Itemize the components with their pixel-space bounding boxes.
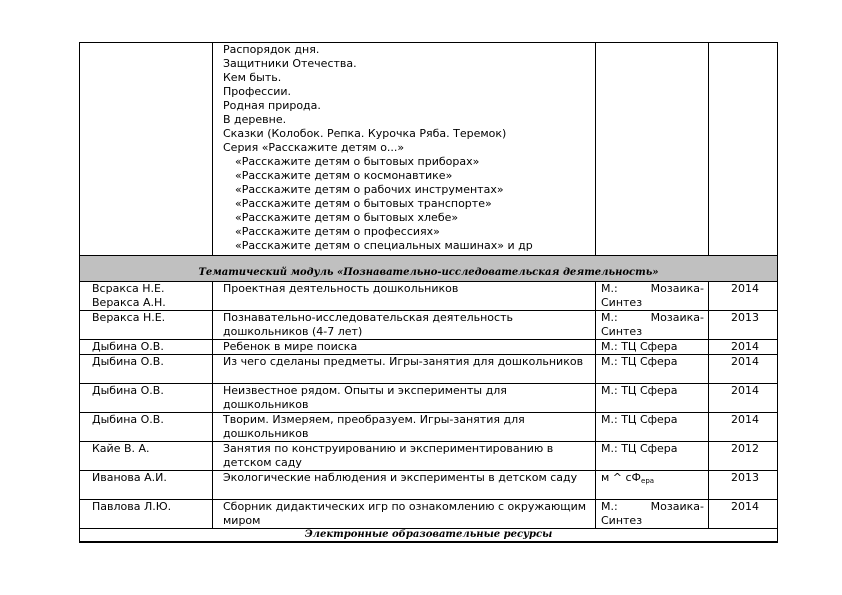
publisher-name-cont: Синтез	[601, 296, 643, 309]
year-cell: 2014	[709, 500, 778, 529]
year-cell: 2014	[709, 384, 778, 413]
year-cell: 2013	[709, 311, 778, 340]
table-row-continuation	[80, 43, 778, 256]
publisher-name: Мозаика-	[650, 282, 704, 295]
publisher-cell: М.: ТЦ Сфера	[596, 413, 709, 442]
table-row	[80, 384, 778, 413]
year-cell: 2014	[709, 355, 778, 384]
list-item: Распорядок дня.	[223, 43, 320, 56]
literature-table-sheet	[79, 42, 777, 543]
section-header-row	[80, 256, 778, 282]
table-row	[80, 355, 778, 384]
author-cell: Иванова А.И.	[80, 471, 213, 500]
series-item: «Расскажите детям о специальных машинах» и др	[235, 239, 533, 252]
publisher-cell: М.: ТЦ Сфера	[596, 384, 709, 413]
literature-table	[79, 42, 778, 543]
series-item: «Расскажите детям о рабочих инструментах»	[235, 183, 504, 196]
title-cell: Экологические наблюдения и эксперименты в детском саду	[213, 471, 596, 500]
author-cell: Веракса Н.Е.	[80, 311, 213, 340]
title-cell: Из чего сделаны предметы. Игры-занятия для дошкольников	[213, 355, 596, 384]
publisher-cell	[596, 43, 709, 256]
year-cell	[709, 43, 778, 256]
list-item: Серия «Расскажите детям о...»	[223, 141, 405, 154]
author-cell: Дыбина О.В.	[80, 355, 213, 384]
author-cell: Дыбина О.В.	[80, 340, 213, 355]
title-cell: Ребенок в мире поиска	[213, 340, 596, 355]
list-item: Кем быть.	[223, 71, 282, 84]
publisher-cell	[596, 471, 709, 500]
series-item: «Расскажите детям о профессиях»	[235, 225, 440, 238]
section-title: Тематический модуль «Познавательно-исследовательская деятельность»	[80, 256, 778, 282]
title-cell	[213, 43, 596, 256]
footer-section-title: Электронные образовательные ресурсы	[80, 529, 778, 543]
publisher-cell: М.: ТЦ Сфера	[596, 442, 709, 471]
publisher-name-cont: Синтез	[601, 325, 643, 338]
list-item: В деревне.	[223, 113, 287, 126]
table-row	[80, 311, 778, 340]
publisher-sub: ера	[641, 477, 655, 485]
publisher-name: Мозаика-	[650, 500, 704, 513]
title-cell: Познавательно-исследовательская деятельность дошкольников (4-7 лет)	[213, 311, 596, 340]
author-cell	[80, 43, 213, 256]
publisher-cell	[596, 311, 709, 340]
author-cell: Дыбина О.В.	[80, 413, 213, 442]
list-item: Родная природа.	[223, 99, 321, 112]
publisher-cell: М.: ТЦ Сфера	[596, 340, 709, 355]
publisher-main: м ^ сФ	[601, 471, 642, 484]
table-row	[80, 282, 778, 311]
series-item: «Расскажите детям о бытовых приборах»	[235, 155, 480, 168]
series-item: «Расскажите детям о бытовых транспорте»	[235, 197, 492, 210]
table-row	[80, 471, 778, 500]
publisher-name-cont: Синтез	[601, 514, 643, 527]
list-item: Сказки (Колобок. Репка. Курочка Ряба. Теремок)	[223, 127, 507, 140]
table-row	[80, 442, 778, 471]
table-row	[80, 340, 778, 355]
publisher-cell	[596, 282, 709, 311]
publisher-cell: М.: ТЦ Сфера	[596, 355, 709, 384]
series-item: «Расскажите детям о бытовых хлебе»	[235, 211, 459, 224]
publisher-city: М.:	[601, 500, 618, 513]
title-cell: Занятия по конструированию и экспериментированию в детском саду	[213, 442, 596, 471]
series-item: «Расскажите детям о космонавтике»	[235, 169, 453, 182]
author-cell: Дыбина О.В.	[80, 384, 213, 413]
publisher-name: Мозаика-	[650, 311, 704, 324]
year-cell: 2013	[709, 471, 778, 500]
publisher-city: М.:	[601, 311, 618, 324]
title-cell: Творим. Измеряем, преобразуем. Игры-занятия для дошкольников	[213, 413, 596, 442]
publisher-city: М.:	[601, 282, 618, 295]
list-item: Профессии.	[223, 85, 292, 98]
author-cell: Кайе В. А.	[80, 442, 213, 471]
list-item: Защитники Отечества.	[223, 57, 357, 70]
title-cell: Проектная деятельность дошкольников	[213, 282, 596, 311]
author-cell: Павлова Л.Ю.	[80, 500, 213, 529]
year-cell: 2014	[709, 340, 778, 355]
section-footer-row	[80, 529, 778, 543]
title-cell: Неизвестное рядом. Опыты и эксперименты для дошкольников	[213, 384, 596, 413]
title-cell: Сборник дидактических игр по ознакомлению с окружающим миром	[213, 500, 596, 529]
table-row	[80, 500, 778, 529]
year-cell: 2012	[709, 442, 778, 471]
author-cell: Всракса Н.Е. Веракса А.Н.	[80, 282, 213, 311]
year-cell: 2014	[709, 282, 778, 311]
year-cell: 2014	[709, 413, 778, 442]
table-row	[80, 413, 778, 442]
publisher-cell	[596, 500, 709, 529]
